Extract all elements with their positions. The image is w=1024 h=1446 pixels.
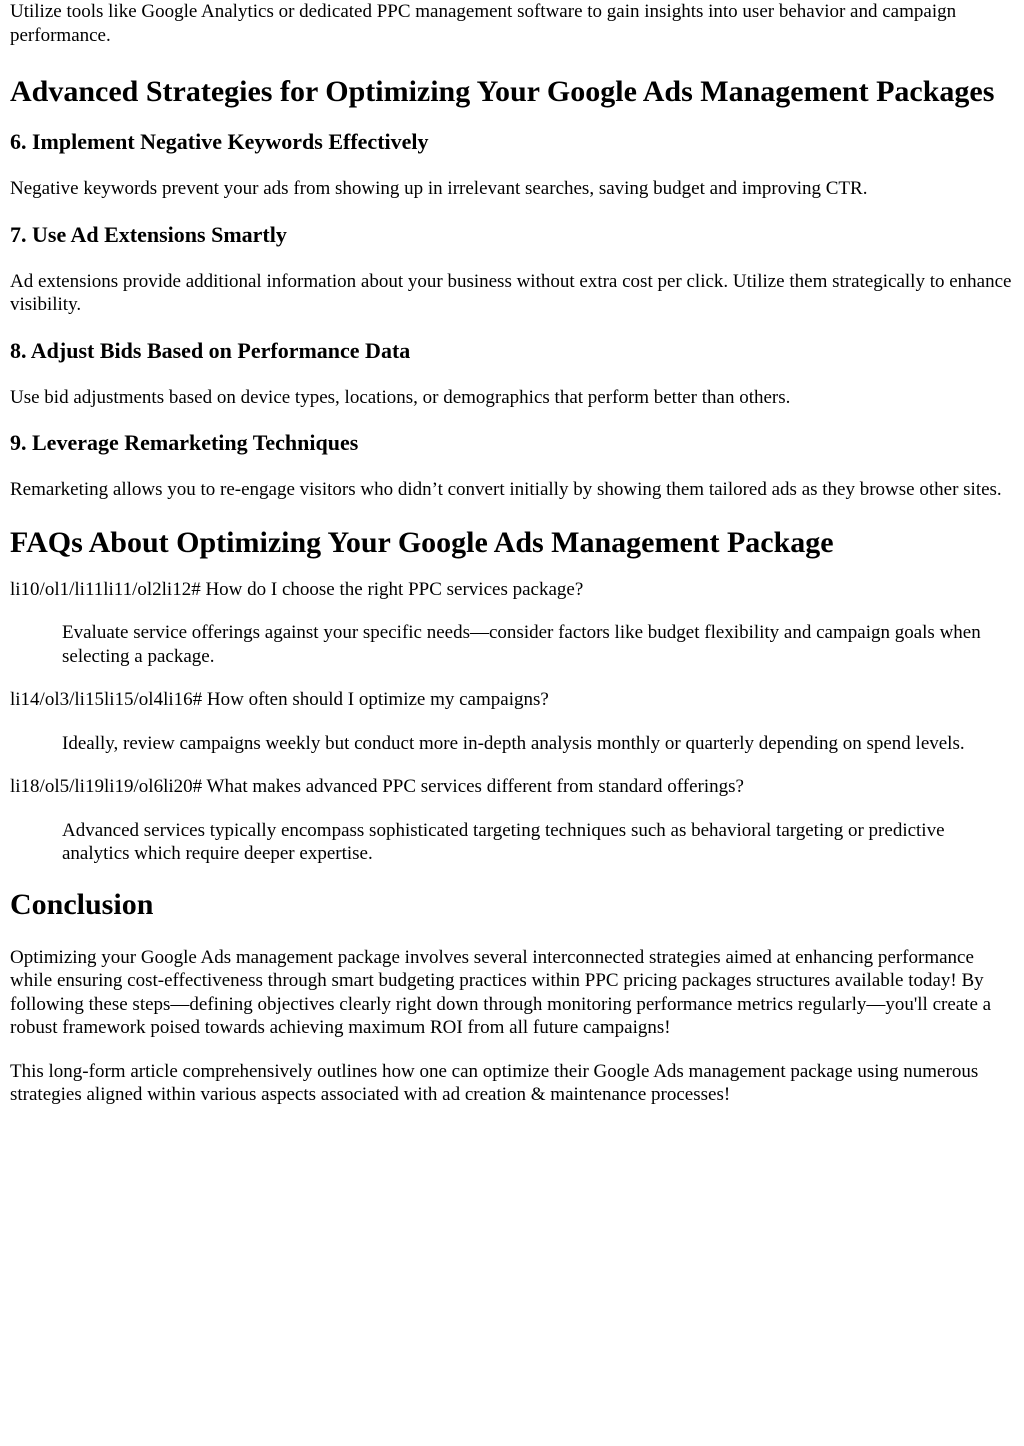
strategy-7-text: Ad extensions provide additional information about your business without extra cost per click. Utilize them strategically to enhance visibility.: [10, 270, 1012, 315]
conclusion-heading: Conclusion: [10, 887, 154, 921]
strategy-6-title: 6. Implement Negative Keywords Effectively: [10, 129, 429, 154]
strategy-8-title: 8. Adjust Bids Based on Performance Data: [10, 337, 411, 363]
strategy-8-text: Use bid adjustments based on device types, locations, or demographics that perform better than others.: [10, 386, 791, 408]
advanced-strategies-heading: Advanced Strategies for Optimizing Your Google Ads Management Packages: [10, 75, 995, 108]
faq-answer-2: Ideally, review campaigns weekly but conduct more in-depth analysis monthly or quarterly depending on spend levels.: [62, 732, 965, 754]
faq-question-3: li18/ol5/li19li19/ol6li20# What makes advanced PPC services different from standard offerings?: [10, 776, 744, 797]
intro-paragraph: Utilize tools like Google Analytics or dedicated PPC management software to gain insights into user behavior and campaign performance.: [10, 1, 957, 46]
faq-answer-1: Evaluate service offerings against your specific needs—consider factors like budget flexibility and campaign goals when selecting a package.: [62, 622, 981, 667]
strategy-9-text: Remarketing allows you to re-engage visitors who didn’t convert initially by showing them tailored ads as they browse other sites.: [10, 479, 1002, 500]
faqs-heading: FAQs About Optimizing Your Google Ads Management Package: [10, 525, 834, 559]
faq-question-1: li10/ol1/li11li11/ol2li12# How do I choose the right PPC services package?: [10, 578, 584, 600]
strategy-9-title: 9. Leverage Remarketing Techniques: [10, 430, 359, 455]
conclusion-paragraph-1: Optimizing your Google Ads management package involves several interconnected strategies aimed at enhancing performance while ensuring cost-effectiveness through smart budgeting practices within PPC pricing packages structures available today! By following these steps—defining objectives clearly right down through monitoring performance metrics regularly—you'll create a robust framework poised towards achieving maximum ROI from all future campaigns!: [10, 946, 992, 1038]
conclusion-paragraph-2: This long-form article comprehensively outlines how one can optimize their Google Ads management package using numerous strategies aligned within various aspects associated with ad creation & maintenance processes!: [10, 1060, 979, 1105]
strategy-6-text: Negative keywords prevent your ads from showing up in irrelevant searches, saving budget and improving CTR.: [10, 178, 868, 199]
faq-question-2: li14/ol3/li15li15/ol4li16# How often should I optimize my campaigns?: [10, 689, 549, 710]
faq-answer-3: Advanced services typically encompass sophisticated targeting techniques such as behavioral targeting or predictive analytics which require deeper expertise.: [62, 819, 945, 864]
strategy-7-title: 7. Use Ad Extensions Smartly: [10, 221, 287, 247]
